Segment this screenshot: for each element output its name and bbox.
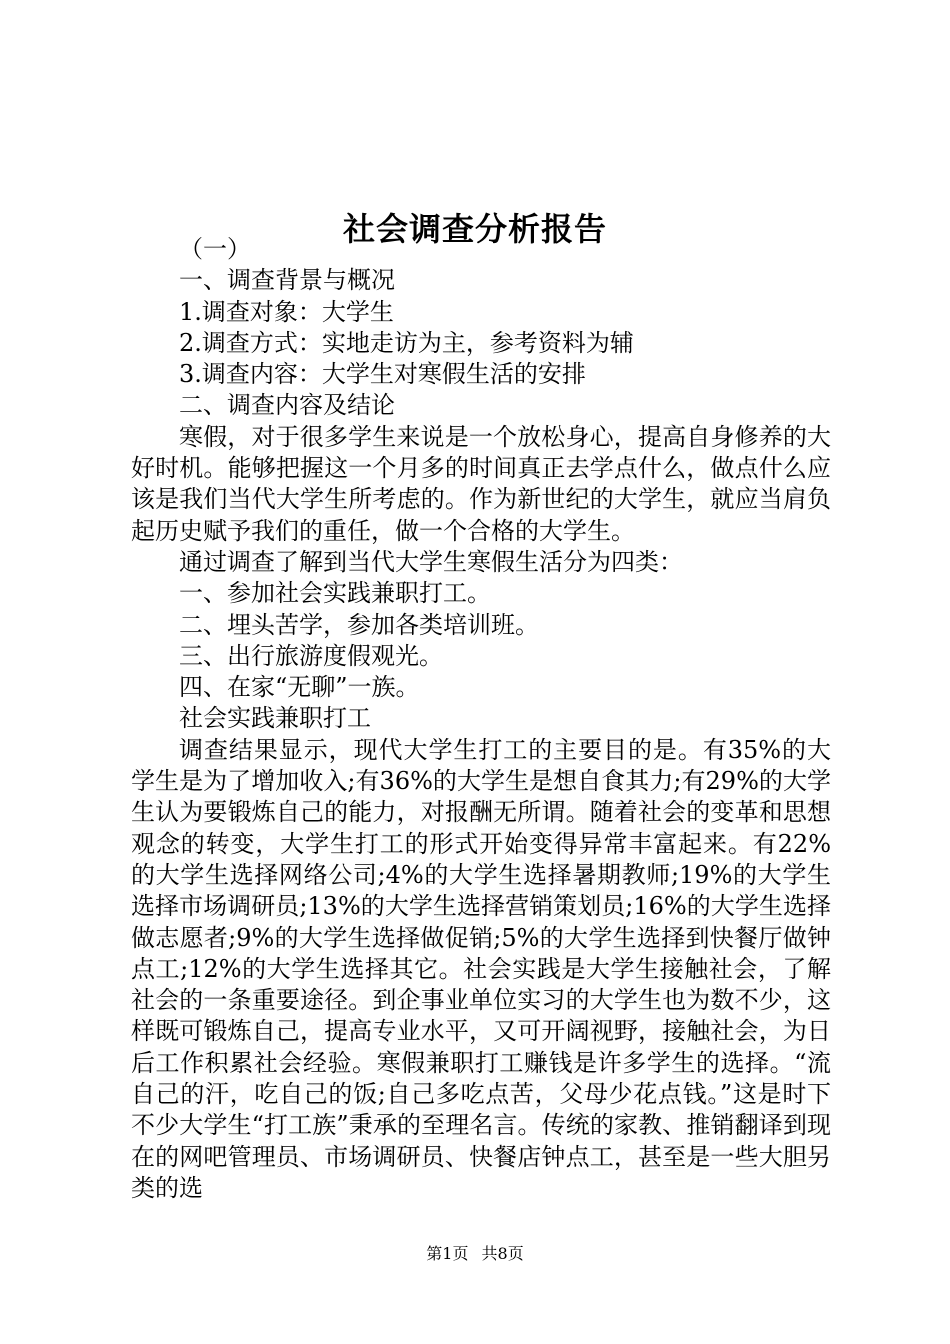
category-item-study: 二、埋头苦学，参加各类培训班。 (179, 610, 539, 639)
document-body (131, 234, 831, 1204)
heading-background: 一、调查背景与概况 (179, 266, 395, 295)
survey-subject: 1.调查对象：大学生 (179, 297, 394, 326)
survey-method: 2.调查方式：实地走访为主，参考资料为辅 (179, 328, 634, 357)
page-footer (0, 1242, 950, 1266)
paragraph-survey-results: 调查结果显示，现代大学生打工的主要目的是。有35%的大学生是为了增加收入;有36%的大学生是想自食其力;有29%的大学生认为要锻炼自己的能力，对报酬无所谓。随着社会的变革和思想观念的转变，大学生打工的形式开始变得异常丰富起来。有22%的大学生选择网络公司;4%的大学生选择暑期教师;19%的大学生选择市场调研员;13%的大学生选择营销策划员;16%的大学生选择做志愿者;9%的大学生选择做促销;5%的大学生选择到快餐厅做钟点工;12%的大学生选择其它。社会实践是大学生接触社会，了解社会的一条重要途径。到企事业单位实习的大学生也为数不少，这样既可锻炼自己，提高专业水平，又可开阔视野，接触社会，为日后工作积累社会经验。寒假兼职打工赚钱是许多学生的选择。“流自己的汗，吃自己的饭;自己多吃点苦，父母少花点钱。”这是时下不少大学生“打工族”秉承的至理名言。传统的家教、推销翻译到现在的网吧管理员、市场调研员、快餐店钟点工，甚至是一些大胆另类的选 (131, 735, 831, 1202)
category-item-travel: 三、出行旅游度假观光。 (179, 641, 443, 670)
category-item-practice: 一、参加社会实践兼职打工。 (179, 579, 491, 608)
heading-content-conclusion: 二、调查内容及结论 (179, 391, 395, 420)
page-total: 共8页 (481, 1244, 524, 1263)
document-title: 社会调查分析报告 (342, 210, 607, 249)
survey-content: 3.调查内容：大学生对寒假生活的安排 (179, 360, 586, 389)
page-number: 第1页 (426, 1244, 469, 1263)
paragraph-four-categories: 通过调查了解到当代大学生寒假生活分为四类： (179, 547, 683, 576)
category-item-bored: 四、在家“无聊”一族。 (179, 673, 420, 702)
section-number: （一） (179, 235, 251, 263)
paragraph-winter-break: 寒假，对于很多学生来说是一个放松身心，提高自身修养的大好时机。能够把握这一个月多的时间真正去学点什么，做点什么应该是我们当代大学生所考虑的。作为新世纪的大学生，就应当肩负起历史赋予我们的重任，做一个合格的大学生。 (131, 422, 831, 545)
subheading-practice: 社会实践兼职打工 (179, 704, 371, 733)
